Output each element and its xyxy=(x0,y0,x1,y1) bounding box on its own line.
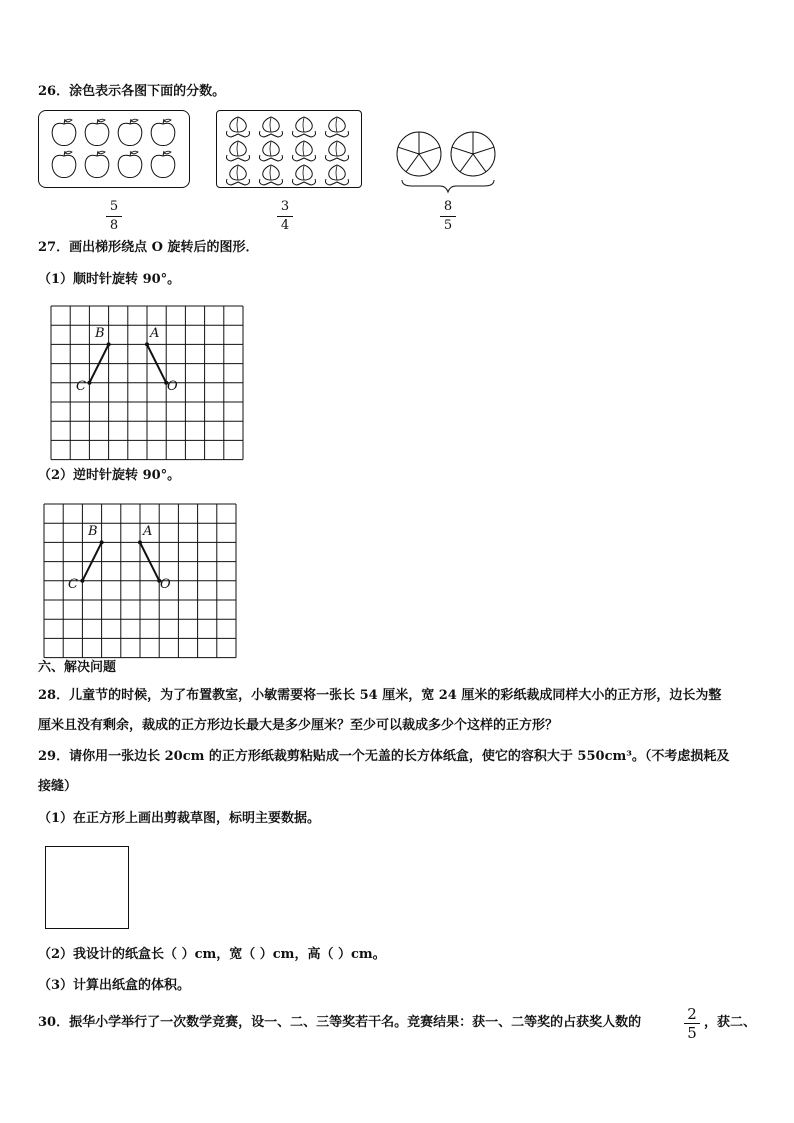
q29-line2: 接缝） xyxy=(38,779,78,794)
label-c2: C xyxy=(68,577,78,592)
circle-fifths-1 xyxy=(397,132,441,176)
apples-box xyxy=(38,110,190,188)
peach-icon xyxy=(227,117,250,137)
q27-part1: （1）顺时针旋转 90°。 xyxy=(38,272,181,287)
q28-line1: 28．儿童节的时候，为了布置教室，小敏需要将一张长 54 厘米，宽 24 厘米的彩纸裁成同样大小的正方形，边长为整 xyxy=(38,688,722,703)
apple-icon xyxy=(52,119,76,146)
circle-fifths-2 xyxy=(451,132,495,176)
section-heading: 六、解决问题 xyxy=(38,660,117,675)
circle-sector-line xyxy=(473,154,486,172)
fraction-2-5: 2 5 xyxy=(682,1006,702,1041)
label-a2: A xyxy=(143,524,153,539)
circle-sector-line xyxy=(398,147,419,154)
peaches-box xyxy=(216,110,362,188)
vertex-point xyxy=(138,540,142,544)
label-b2: B xyxy=(88,524,98,539)
apple-icon xyxy=(118,151,142,178)
peach-icon xyxy=(227,141,250,161)
circle-sector-line xyxy=(406,154,419,172)
fraction-3-4: 3 4 xyxy=(275,199,295,234)
peaches-grid xyxy=(217,111,361,187)
circle-sector-line xyxy=(473,147,494,154)
q27-title: 27．画出梯形绕点 O 旋转后的图形． xyxy=(38,240,259,255)
label-o1: O xyxy=(167,379,178,394)
q29-part2: （2）我设计的纸盒长（ ）cm，宽（ ）cm，高（ ）cm。 xyxy=(38,947,386,962)
peach-icon xyxy=(260,117,283,137)
peach-icon xyxy=(260,141,283,161)
peach-icon xyxy=(293,117,316,137)
vertex-point xyxy=(80,579,84,583)
vertex-point xyxy=(107,342,111,346)
circle-sector-line xyxy=(419,154,432,172)
vertex-point xyxy=(87,381,91,385)
q26-title: 26．涂色表示各图下面的分数。 xyxy=(38,84,226,99)
peach-icon xyxy=(326,141,349,161)
peach-icon xyxy=(326,117,349,137)
q29-part1: （1）在正方形上画出剪裁草图，标明主要数据。 xyxy=(38,811,321,826)
label-b1: B xyxy=(95,326,105,341)
apples-grid xyxy=(39,111,189,187)
apple-icon xyxy=(85,151,109,178)
label-o2: O xyxy=(160,577,171,592)
circle-sector-line xyxy=(419,147,440,154)
peach-icon xyxy=(293,141,316,161)
label-c1: C xyxy=(76,379,86,394)
circle-sector-line xyxy=(460,154,473,172)
fraction-5-8: 5 8 xyxy=(104,199,124,234)
q30-text-after: ，获二、 xyxy=(704,1015,757,1030)
peach-icon xyxy=(326,165,349,185)
q29-part3: （3）计算出纸盒的体积。 xyxy=(38,978,191,993)
brace xyxy=(402,180,494,192)
vertex-point xyxy=(100,540,104,544)
fraction-8-5: 8 5 xyxy=(438,199,458,234)
q30-text-before: 30．振华小学举行了一次数学竞赛，设一、二、三等奖若干名。竞赛结果：获一、二等奖的占获奖人数的 xyxy=(38,1015,642,1030)
vertex-point xyxy=(145,342,149,346)
label-a1: A xyxy=(150,326,160,341)
apple-icon xyxy=(151,119,175,146)
q28-line2: 厘米且没有剩余，裁成的正方形边长最大是多少厘米？至少可以裁成多少个这样的正方形？ xyxy=(38,718,559,733)
apple-icon xyxy=(151,151,175,178)
peach-icon xyxy=(227,165,250,185)
q27-part2: （2）逆时针旋转 90°。 xyxy=(38,468,181,483)
circle-sector-line xyxy=(452,147,473,154)
q29-line1: 29．请你用一张边长 20cm 的正方形纸裁剪粘贴成一个无盖的长方体纸盒，使它的容积大于 550cm³。（不考虑损耗及 xyxy=(38,749,730,764)
peach-icon xyxy=(293,165,316,185)
square-paper[interactable] xyxy=(45,846,129,929)
apple-icon xyxy=(118,119,142,146)
apple-icon xyxy=(85,119,109,146)
apple-icon xyxy=(52,151,76,178)
circles-figure xyxy=(392,124,502,204)
peach-icon xyxy=(260,165,283,185)
